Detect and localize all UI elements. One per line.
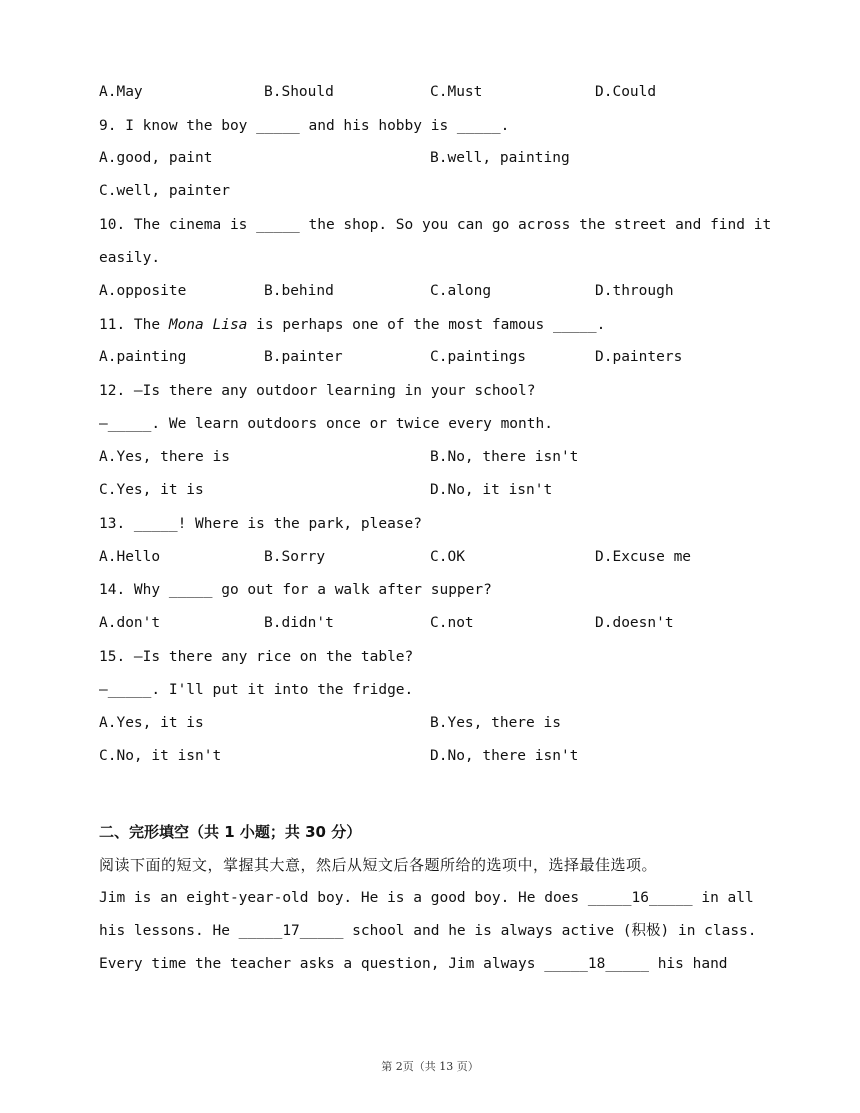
q10-option-b: B.behind <box>264 283 334 299</box>
q12-stem-line2: —_____. We learn outdoors once or twice every month. <box>99 416 553 432</box>
q11-stem-italic: Mona Lisa <box>168 317 248 333</box>
section-instruction: 阅读下面的短文，掌握其大意，然后从短文后各题所给的选项中，选择最佳选项。 <box>99 856 658 874</box>
q10-option-d: D.through <box>595 283 674 299</box>
q8-option-a: A.May <box>99 84 143 100</box>
q14-option-d: D.doesn't <box>595 615 674 631</box>
q14-option-b: B.didn't <box>264 615 334 631</box>
q8-option-d: D.Could <box>595 84 657 100</box>
q13-option-c: C.OK <box>430 549 465 565</box>
q15-option-d: D.No, there isn't <box>430 748 579 764</box>
q9-option-b: B.well, painting <box>430 150 570 166</box>
q10-stem-line2: easily. <box>99 250 161 266</box>
q15-option-a: A.Yes, it is <box>99 715 204 731</box>
q9-option-c: C.well, painter <box>99 183 230 199</box>
q12-stem-line1: 12. —Is there any outdoor learning in your school? <box>99 383 536 399</box>
q9-option-a: A.good, paint <box>99 150 213 166</box>
q15-stem-line2: —_____. I'll put it into the fridge. <box>99 682 414 698</box>
passage-line-2: his lessons. He _____17_____ school and he is always active (积极) in class. <box>99 923 757 939</box>
section-heading: 二、完形填空（共 1 小题；共 30 分） <box>99 823 362 841</box>
q10-stem-line1: 10. The cinema is _____ the shop. So you can go across the street and find it <box>99 217 772 233</box>
q15-option-c: C.No, it isn't <box>99 748 222 764</box>
passage-line-3: Every time the teacher asks a question, Jim always _____18_____ his hand <box>99 956 728 972</box>
passage-line-1: Jim is an eight-year-old boy. He is a good boy. He does _____16_____ in all <box>99 890 754 906</box>
q12-option-b: B.No, there isn't <box>430 449 579 465</box>
q15-option-b: B.Yes, there is <box>430 715 561 731</box>
q8-option-b: B.Should <box>264 84 334 100</box>
q15-stem-line1: 15. —Is there any rice on the table? <box>99 649 414 665</box>
q11-option-c: C.paintings <box>430 349 527 365</box>
q14-stem: 14. Why _____ go out for a walk after supper? <box>99 582 492 598</box>
q14-option-a: A.don't <box>99 615 161 631</box>
q8-option-c: C.Must <box>430 84 483 100</box>
q9-stem: 9. I know the boy _____ and his hobby is _____. <box>99 118 510 134</box>
q12-option-d: D.No, it isn't <box>430 482 553 498</box>
q13-option-d: D.Excuse me <box>595 549 692 565</box>
q10-option-a: A.opposite <box>99 283 187 299</box>
q11-stem-pre: 11. The <box>99 317 169 333</box>
q13-stem: 13. _____! Where is the park, please? <box>99 516 423 532</box>
q11-stem-post: is perhaps one of the most famous _____. <box>247 317 606 333</box>
q11-stem <box>99 315 605 335</box>
q10-option-c: C.along <box>430 283 492 299</box>
q13-option-b: B.Sorry <box>264 549 326 565</box>
q12-option-c: C.Yes, it is <box>99 482 204 498</box>
page-footer: 第 2页（共 13 页） <box>381 1060 479 1073</box>
q11-option-d: D.painters <box>595 349 683 365</box>
q14-option-c: C.not <box>430 615 474 631</box>
q13-option-a: A.Hello <box>99 549 161 565</box>
q11-option-a: A.painting <box>99 349 187 365</box>
q11-option-b: B.painter <box>264 349 343 365</box>
q12-option-a: A.Yes, there is <box>99 449 230 465</box>
